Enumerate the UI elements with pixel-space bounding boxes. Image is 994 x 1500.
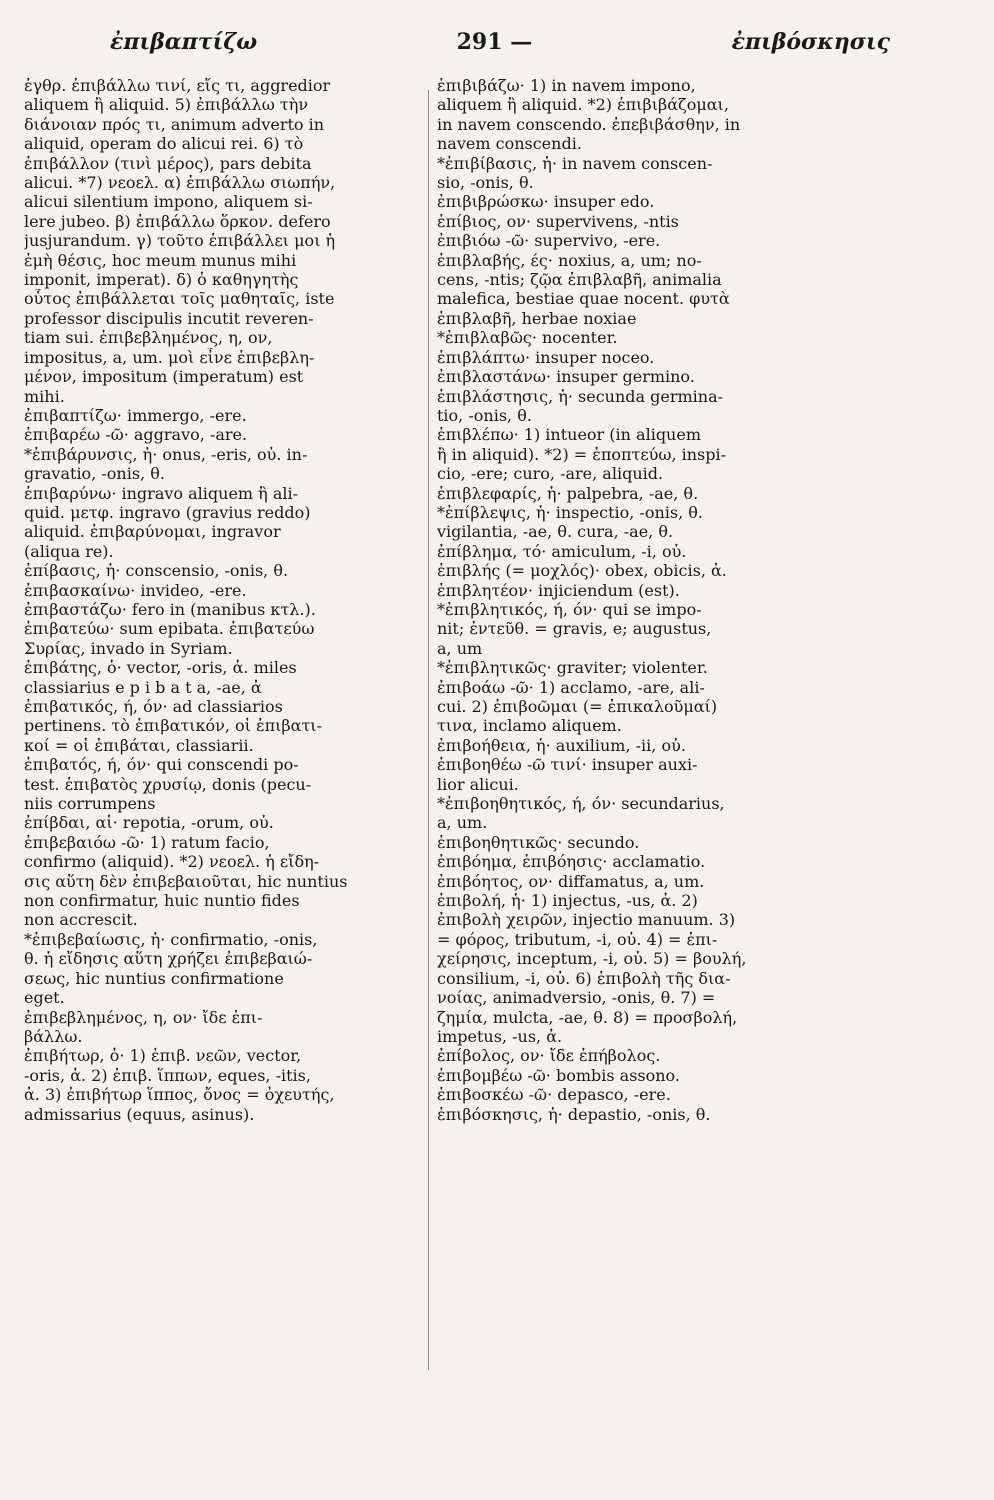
dictionary-line: ἐπιβιόω -ῶ· supervivo, -ere. [437,231,661,251]
page-header [110,22,890,62]
dictionary-line: ἐπιβοήθεια, ἡ· auxilium, -ii, οὐ. [437,735,686,755]
dictionary-line: ἐπιβιβάζω· 1) in navem impono, [437,76,696,95]
dictionary-line: professor discipulis incutit reveren- [24,308,314,328]
dictionary-line: ἐπιβήτωρ, ὁ· 1) ἐπιβ. νεῶν, vector, [24,1046,302,1066]
dictionary-line: *ἐπιβλητικῶς· graviter; violenter. [437,658,708,678]
dictionary-line: ἐπιβλαβής, ές· noxius, a, um; no- [437,250,702,270]
dictionary-line: pertinens. τὸ ἐπιβατικόν, οἱ ἐπιβατι- [24,716,322,736]
dictionary-line: ἀ. 3) ἐπιβήτωρ ἵππος, ὄνος = ὀχευτής, [24,1085,335,1105]
dictionary-line: eget. [24,988,65,1008]
dictionary-line: *ἐπιβίβασις, ἡ· in navem conscen- [437,153,713,173]
dictionary-line: ἐπιβάλλον (τινὶ μέρος), pars debita [24,153,312,173]
dictionary-line: malefica, bestiae quae nocent. φυτὰ [437,289,730,309]
dictionary-line: θ. ἡ εἴδησις αὕτη χρήζει ἐπιβεβαιώ- [24,949,313,969]
dictionary-line: ἐπιβολή, ἡ· 1) injectus, -us, ἀ. 2) [437,891,698,911]
dictionary-line: τινα, inclamo aliquem. [437,716,622,736]
dictionary-line: quid. μετφ. ingravo (gravius reddo) [24,502,311,522]
dictionary-line: ἐπιβλεφαρίς, ἡ· palpebra, -ae, θ. [437,483,699,503]
dictionary-line: ἐπιβολὴ χειρῶν, injectio manuum. 3) [437,910,736,930]
dictionary-line: χείρησις, inceptum, -i, οὐ. 5) = βουλή, [437,949,747,969]
dictionary-line: οὗτος ἐπιβάλλεται τοῖς μαθηταῖς, iste [24,289,335,309]
dictionary-line: ἐπιβλητέον· injiciendum (est). [437,580,680,600]
dictionary-line: ἐμὴ θέσις, hoc meum munus mihi [24,250,297,270]
dictionary-line: imponit, imperat). δ) ὁ καθηγητὴς [24,270,299,290]
dictionary-line: tiam sui. ἐπιβεβλημένος, η, ον, [24,328,273,348]
dictionary-line: nit; ἐντεῦθ. = gravis, e; augustus, [437,619,712,639]
dictionary-line: confirmo (aliquid). *2) νεοελ. ἡ εἴδη- [24,852,320,872]
dictionary-line: navem conscendi. [437,134,582,154]
dictionary-line: ἐπιβλαβῆ, herbae noxiae [437,308,637,328]
dictionary-line: alicui silentium impono, aliquem si- [24,192,313,212]
left-column [24,76,444,1124]
dictionary-line: sio, -onis, θ. [437,173,534,193]
dictionary-line: ἐπιβόητος, ον· diffamatus, a, um. [437,871,705,891]
dictionary-line: lior alicui. [437,774,519,794]
dictionary-line: ἐπιβατεύω· sum epibata. ἐπιβατεύω [24,619,315,639]
dictionary-line: ἐπιβλής (= μοχλός)· obex, obicis, ἀ. [437,561,727,581]
dictionary-line: ἐπιβόημα, ἐπιβόησις· acclamatio. [437,852,706,872]
dictionary-line: cens, -ntis; ζῷα ἐπιβλαβῆ, animalia [437,270,722,290]
dictionary-line: ἐπιβιβρώσκω· insuper edo. [437,192,655,212]
dictionary-line: ἢ in aliquid). *2) = ἐποπτεύω, inspi- [437,444,727,464]
dictionary-line: *ἐπιβοηθητικός, ή, όν· secundarius, [437,794,725,814]
dictionary-line: alicui. *7) νεοελ. α) ἐπιβάλλω σιωπήν, [24,173,336,193]
dictionary-line: a, um [437,638,483,658]
dictionary-line: classiarius e p i b a t a, -ae, ἀ [24,677,262,697]
dictionary-line: non confirmatur, huic nuntio fides [24,891,300,911]
dictionary-line: ἐπιβλέπω· 1) intueor (in aliquem [437,425,701,445]
column-divider [428,90,429,1370]
dictionary-line: ἐπιβεβλημένος, η, ον· ἴδε ἐπι- [24,1007,263,1027]
dictionary-line: (aliqua re). [24,541,114,561]
dictionary-line: *ἐπιβεβαίωσις, ἡ· confirmatio, -onis, [24,929,318,949]
dictionary-line: βάλλω. [24,1026,83,1046]
dictionary-line: ἐπιβοσκέω -ῶ· depasco, -ere. [437,1085,671,1105]
page-number: 291 — [456,29,533,55]
header-right-word: ἐπιβόσκησις [731,29,890,55]
dictionary-line: ἐπιβάτης, ὁ· vector, -oris, ἀ. miles [24,658,297,678]
dictionary-line: aliquem ἢ aliquid. 5) ἐπιβάλλω τὴν [24,95,309,115]
dictionary-line: tio, -onis, θ. [437,405,532,425]
dictionary-line: *ἐπιβλαβῶς· nocenter. [437,328,618,348]
dictionary-line: ἐπιβόσκησις, ἡ· depastio, -onis, θ. [437,1104,711,1124]
dictionary-line: ἐπιβλάπτω· insuper noceo. [437,347,655,367]
dictionary-line: vigilantia, -ae, θ. cura, -ae, θ. [437,522,674,542]
dictionary-line: lere jubeo. β) ἐπιβάλλω ὅρκον. defero [24,211,331,231]
dictionary-line: impetus, -us, ἀ. [437,1026,563,1046]
dictionary-line: ἐπιβομβέω -ῶ· bombis assono. [437,1065,680,1085]
dictionary-line: ἐπίβδαι, αἱ· repotia, -orum, οὐ. [24,813,274,833]
dictionary-line: νοίας, animadversio, -onis, θ. 7) = [437,988,716,1008]
dictionary-line: cui. 2) ἐπιβοῶμαι (= ἐπικαλοῦμαί) [437,697,718,716]
dictionary-line: ζημία, mulcta, -ae, θ. 8) = προσβολή, [437,1007,738,1027]
dictionary-line: ἐπιβεβαιόω -ῶ· 1) ratum facio, [24,832,270,852]
dictionary-line: μένον, impositum (imperatum) est [24,367,304,387]
dictionary-line: ἐπιβλαστάνω· insuper germino. [437,367,695,387]
dictionary-line: *ἐπιβάρυνσις, ἡ· onus, -eris, οὐ. in- [24,444,308,464]
dictionary-line: = φόρος, tributum, -i, οὐ. 4) = ἐπι- [437,929,718,949]
dictionary-line: ἐπίβολος, ον· ἴδε ἐπήβολος. [437,1046,661,1066]
dictionary-line: ἐπιβοηθητικῶς· secundo. [437,832,640,852]
right-column [437,76,847,1124]
dictionary-line: ἐγθρ. ἐπιβάλλω τινί, εἴς τι, aggredior [24,76,331,95]
dictionary-line: διάνοιαν πρός τι, animum adverto in [24,114,325,134]
dictionary-line: jusjurandum. γ) τοῦτο ἐπιβάλλει μοι ἡ [24,231,336,251]
dictionary-line: ἐπιβαπτίζω· immergo, -ere. [24,405,247,425]
dictionary-line: test. ἐπιβατὸς χρυσίῳ, donis (pecu- [24,774,312,794]
dictionary-line: mihi. [24,386,65,406]
dictionary-line: niis corrumpens [24,794,156,814]
dictionary-line: consilium, -i, οὐ. 6) ἐπιβολὴ τῆς δια- [437,968,731,988]
dictionary-line: σις αὕτη δὲν ἐπιβεβαιοῦται, hic nuntius [24,871,348,891]
dictionary-line: cio, -ere; curo, -are, aliquid. [437,464,664,484]
dictionary-line: σεως, hic nuntius confirmatione [24,968,284,988]
dictionary-line: *ἐπιβλητικός, ή, όν· qui se impo- [437,599,702,619]
dictionary-line: non accrescit. [24,910,138,930]
dictionary-line: ἐπίβλημα, τό· amiculum, -i, οὐ. [437,541,687,561]
dictionary-line: ἐπίβιος, ον· supervivens, -ntis [437,211,679,231]
dictionary-line: aliquid, operam do alicui rei. 6) τὸ [24,134,304,154]
dictionary-line: ἐπίβασις, ἡ· conscensio, -onis, θ. [24,561,289,581]
dictionary-line: ἐπιβλάστησις, ἡ· secunda germina- [437,386,724,406]
dictionary-line: *ἐπίβλεψις, ἡ· inspectio, -onis, θ. [437,502,703,522]
dictionary-line: ἐπιβαρύνω· ingravo aliquem ἢ ali- [24,483,299,503]
dictionary-line: -oris, ἀ. 2) ἐπιβ. ἵππων, eques, -itis, [24,1065,311,1085]
dictionary-line: ἐπιβοηθέω -ῶ τινί· insuper auxi- [437,755,698,775]
dictionary-line: Συρίας, invado in Syriam. [24,638,233,658]
header-left-word: ἐπιβαπτίζω [110,29,258,55]
dictionary-line: ἐπιβασκαίνω· invideo, -ere. [24,580,247,600]
dictionary-line: ἐπιβοάω -ῶ· 1) acclamo, -are, ali- [437,677,705,697]
dictionary-line: admissarius (equus, asinus). [24,1104,255,1124]
dictionary-line: ἐπιβατικός, ή, όν· ad classiarios [24,697,283,716]
dictionary-line: gravatio, -onis, θ. [24,464,165,484]
dictionary-line: κοί = οἱ ἐπιβάται, classiarii. [24,735,254,755]
dictionary-line: ἐπιβαρέω -ῶ· aggravo, -are. [24,425,248,445]
dictionary-line: a, um. [437,813,488,833]
dictionary-line: in navem conscendo. ἐπεβιβάσθην, in [437,114,741,134]
dictionary-line: ἐπιβαστάζω· fero in (manibus κτλ.). [24,599,316,619]
dictionary-line: ἐπιβατός, ή, όν· qui conscendi po- [24,755,299,775]
dictionary-line: aliquem ἢ aliquid. *2) ἐπιβιβάζομαι, [437,95,729,115]
dictionary-line: aliquid. ἐπιβαρύνομαι, ingravor [24,522,281,542]
dictionary-line: impositus, a, um. μοὶ εἶνε ἐπιβεβλη- [24,347,315,367]
